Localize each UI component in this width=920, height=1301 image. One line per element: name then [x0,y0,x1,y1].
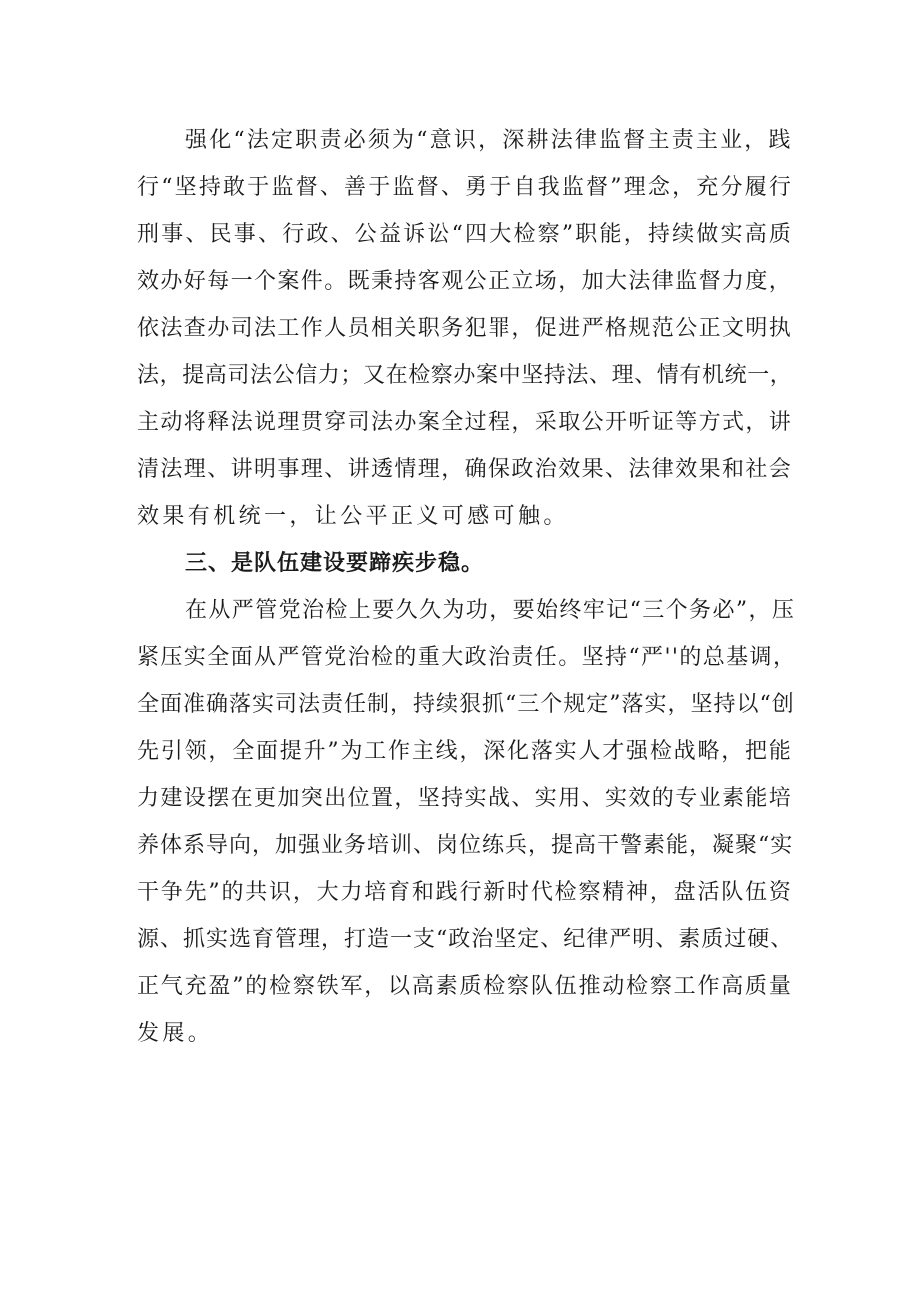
paragraph-line: 干争先”的共识，大力培育和践行新时代检察精神，盘活队伍资 [137,880,793,905]
paragraph-line: 全面准确落实司法责任制，持续狠抓“三个规定”落实，坚持以“创 [137,692,795,717]
paragraph-duty-supervision [137,117,797,540]
paragraph-line: 依法查办司法工作人员相关职务犯罪，促进严格规范公正文明执 [137,316,793,341]
paragraph-line: 效果有机统一，让公平正义可感可触。 [137,504,569,529]
paragraph-line: 紧压实全面从严管党治检的重大政治责任。坚持“严''的总基调， [137,645,797,670]
paragraph-line: 清法理、讲明事理、讲透情理，确保政治效果、法律效果和社会 [137,457,793,482]
paragraph-line: 先引领，全面提升”为工作主线，深化落实人才强检战略，把能 [137,739,793,764]
paragraph-line: 发展。 [137,1021,214,1046]
paragraph-line: 主动将释法说理贯穿司法办案全过程，采取公开听证等方式，讲 [137,410,793,435]
paragraph-line: 行“坚持敢于监督、善于监督、勇于自我监督”理念，充分履行 [137,175,794,200]
paragraph-line: 强化“法定职责必须为“意识，深耕法律监督主责主业，践 [185,128,793,153]
paragraph-team-building [137,587,797,1057]
document-body [137,117,797,1057]
paragraph-line: 效办好每一个案件。既秉持客观公正立场，加大法律监督力度， [137,269,793,294]
paragraph-line: 源、抓实选育管理，打造一支“政治坚定、纪律严明、素质过硬、 [137,927,794,952]
paragraph-line: 养体系导向，加强业务培训、岗位练兵，提高干警素能，凝聚“实 [137,833,794,858]
paragraph-line: 法，提高司法公信力；又在检察办案中坚持法、理、情有机统一， [137,363,793,388]
paragraph-line: 刑事、民事、行政、公益诉讼“四大检察”职能，持续做实高质 [137,222,794,247]
section-heading: 三、是队伍建设要蹄疾步稳。 [185,551,485,576]
paragraph-line: 力建设摆在更加突出位置，坚持实战、实用、实效的专业素能培 [137,786,793,811]
paragraph-line: 正气充盈”的检察铁军，以高素质检察队伍推动检察工作高质量 [137,974,793,999]
paragraph-line: 在从严管党治检上要久久为功，要始终牢记“三个务必”，压 [185,598,796,623]
